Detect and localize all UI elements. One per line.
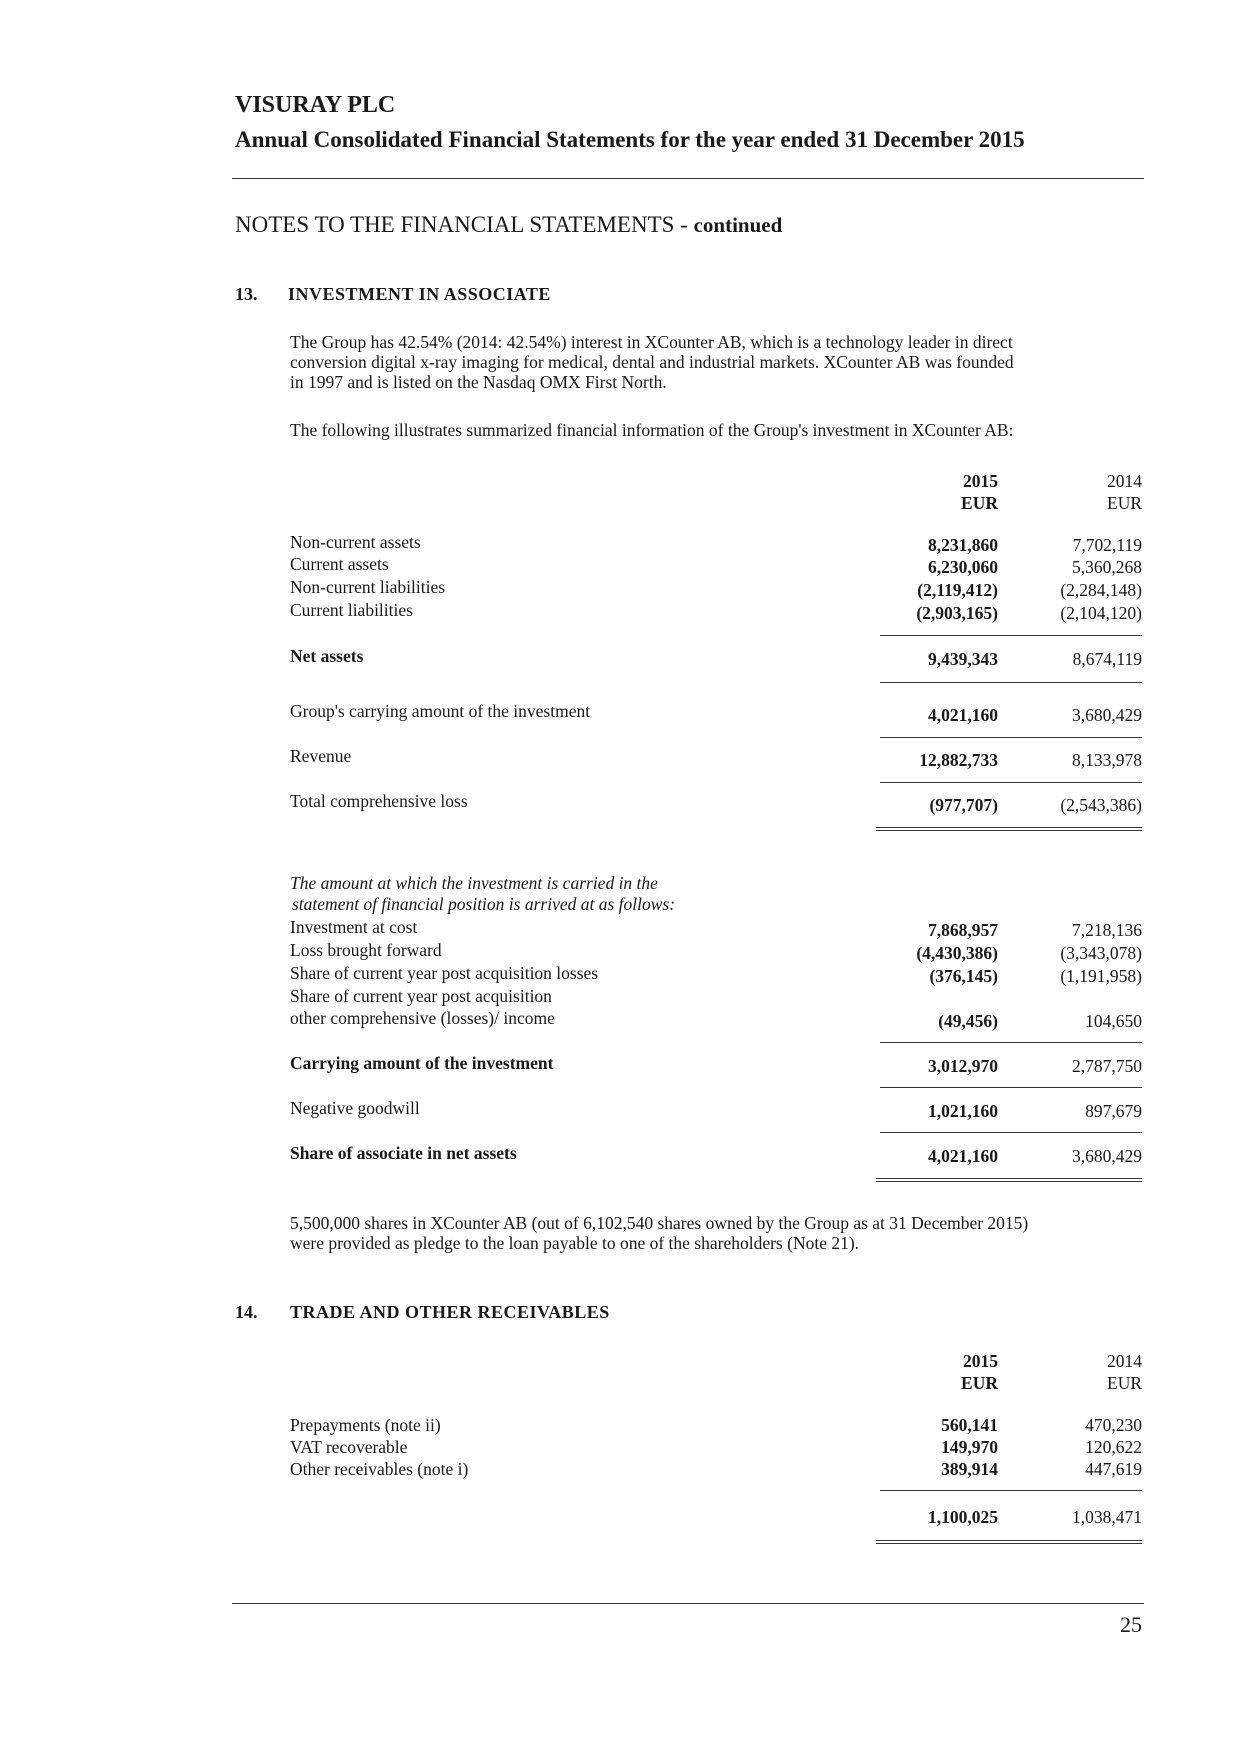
summary-intro-paragraph: The following illustrates summarized financial information of the Group's investment in XCounter AB: — [290, 420, 1014, 440]
notes-heading-main: NOTES TO THE FINANCIAL STATEMENTS - — [235, 212, 694, 237]
row-value-2015: 560,141 — [941, 1415, 998, 1435]
row-value-2014: 3,680,429 — [1072, 1146, 1142, 1166]
row-value-2014: (2,543,386) — [1060, 795, 1142, 815]
col-header-2015: 2015 — [963, 471, 998, 491]
row-value-2015: (977,707) — [929, 795, 998, 815]
subtotal-rule — [880, 635, 1142, 636]
intro-line: conversion digital x-ray imaging for medical, dental and industrial markets. XCounter AB was founded — [290, 352, 1014, 372]
row-value-2015: (2,903,165) — [916, 603, 998, 623]
subtotal-rule — [880, 1490, 1142, 1491]
row-value-2015: 9,439,343 — [928, 649, 998, 669]
section-14-title: TRADE AND OTHER RECEIVABLES — [290, 1302, 610, 1322]
row-value-2015: (2,119,412) — [917, 580, 998, 600]
row-value-2014: 8,674,119 — [1072, 649, 1142, 669]
row-value-2015: (4,430,386) — [916, 943, 998, 963]
row-label: Share of current year post acquisition — [290, 986, 552, 1006]
subtotal-rule — [880, 1042, 1142, 1043]
row-label: Group's carrying amount of the investment — [290, 701, 591, 721]
carrying-amount-intro — [290, 873, 675, 915]
row-rule — [880, 782, 1142, 783]
row-value-2014: 470,230 — [1085, 1415, 1142, 1435]
row-value-2015: (49,456) — [938, 1011, 998, 1031]
pledge-paragraph — [290, 1213, 1142, 1253]
total-rule — [880, 682, 1142, 683]
row-value-2014: 104,650 — [1085, 1011, 1142, 1031]
row-value-2015: 389,914 — [941, 1459, 998, 1479]
total-value-2014: 1,038,471 — [1072, 1507, 1142, 1527]
header-rule — [232, 178, 1144, 179]
row-label: Carrying amount of the investment — [290, 1053, 554, 1073]
row-label: Prepayments (note ii) — [290, 1415, 441, 1435]
section-13-number: 13. — [235, 284, 258, 304]
row-value-2015: 149,970 — [941, 1437, 998, 1457]
col-currency-2014: EUR — [1107, 1373, 1142, 1393]
row-value-2014: 7,218,136 — [1072, 920, 1142, 940]
company-name: VISURAY PLC — [235, 92, 396, 118]
page-number: 25 — [1120, 1612, 1142, 1637]
intro-line: The Group has 42.54% (2014: 42.54%) interest in XCounter AB, which is a technology leader in direct — [290, 332, 1013, 352]
col-header-2014: 2014 — [1107, 471, 1142, 491]
col-currency-2014: EUR — [1107, 493, 1142, 513]
row-value-2015: 12,882,733 — [919, 750, 998, 770]
row-label: Current assets — [290, 554, 389, 574]
row-rule — [880, 1132, 1142, 1133]
row-label: Revenue — [290, 746, 352, 766]
double-underline — [876, 1540, 1142, 1544]
row-label: Negative goodwill — [290, 1098, 420, 1118]
row-value-2014: 7,702,119 — [1072, 535, 1142, 555]
row-value-2014: (1,191,958) — [1060, 966, 1142, 986]
section-13-intro-paragraph — [290, 332, 1142, 392]
footer-rule — [232, 1603, 1144, 1604]
row-value-2014: 3,680,429 — [1072, 705, 1142, 725]
section-14-number: 14. — [235, 1302, 258, 1322]
intro-line: in 1997 and is listed on the Nasdaq OMX First North. — [290, 372, 667, 392]
row-value-2014: (2,284,148) — [1060, 580, 1142, 600]
section-13-title: INVESTMENT IN ASSOCIATE — [288, 284, 551, 304]
row-label: Investment at cost — [290, 917, 418, 937]
row-value-2015: (376,145) — [929, 966, 998, 986]
document-subtitle: Annual Consolidated Financial Statements for the year ended 31 December 2015 — [235, 127, 1025, 152]
pledge-line: 5,500,000 shares in XCounter AB (out of 6,102,540 shares owned by the Group as at 31 December 2015) — [290, 1213, 1029, 1233]
italic-line: statement of financial position is arrived at as follows: — [292, 894, 676, 914]
row-label: VAT recoverable — [290, 1437, 408, 1457]
row-label: Share of current year post acquisition losses — [290, 963, 599, 983]
row-value-2015: 8,231,860 — [928, 535, 998, 555]
row-value-2014: 447,619 — [1085, 1459, 1142, 1479]
row-value-2014: 120,622 — [1085, 1437, 1142, 1457]
row-rule — [880, 1087, 1142, 1088]
col-currency-2015: EUR — [961, 493, 998, 513]
row-value-2014: 5,360,268 — [1072, 557, 1142, 577]
row-label: Other receivables (note i) — [290, 1459, 469, 1479]
row-label: Loss brought forward — [290, 940, 442, 960]
pledge-line: were provided as pledge to the loan payable to one of the shareholders (Note 21). — [290, 1233, 860, 1253]
row-value-2014: 2,787,750 — [1072, 1056, 1142, 1076]
col-currency-2015: EUR — [961, 1373, 998, 1393]
row-value-2014: (2,104,120) — [1060, 603, 1142, 623]
double-underline — [876, 827, 1142, 831]
row-label: Net assets — [290, 646, 364, 666]
col-header-2015: 2015 — [963, 1351, 998, 1371]
row-value-2014: (3,343,078) — [1060, 943, 1142, 963]
row-value-2015: 4,021,160 — [928, 705, 998, 725]
double-underline — [876, 1178, 1142, 1182]
row-value-2015: 6,230,060 — [928, 557, 998, 577]
row-value-2014: 8,133,978 — [1072, 750, 1142, 770]
notes-heading — [235, 212, 782, 238]
notes-heading-suffix: continued — [693, 213, 783, 237]
row-value-2015: 1,021,160 — [928, 1101, 998, 1121]
row-value-2015: 7,868,957 — [928, 920, 998, 940]
row-label: Share of associate in net assets — [290, 1143, 517, 1163]
col-header-2014: 2014 — [1107, 1351, 1142, 1371]
row-value-2014: 897,679 — [1085, 1101, 1142, 1121]
row-rule — [880, 737, 1142, 738]
row-value-2015: 3,012,970 — [928, 1056, 998, 1076]
row-label: Total comprehensive loss — [290, 791, 468, 811]
row-label: Non-current liabilities — [290, 577, 446, 597]
total-value-2015: 1,100,025 — [928, 1507, 998, 1527]
row-label: Non-current assets — [290, 532, 421, 552]
row-label: Current liabilities — [290, 600, 413, 620]
italic-line: The amount at which the investment is carried in the — [290, 873, 658, 893]
row-value-2015: 4,021,160 — [928, 1146, 998, 1166]
row-label: other comprehensive (losses)/ income — [290, 1008, 555, 1028]
